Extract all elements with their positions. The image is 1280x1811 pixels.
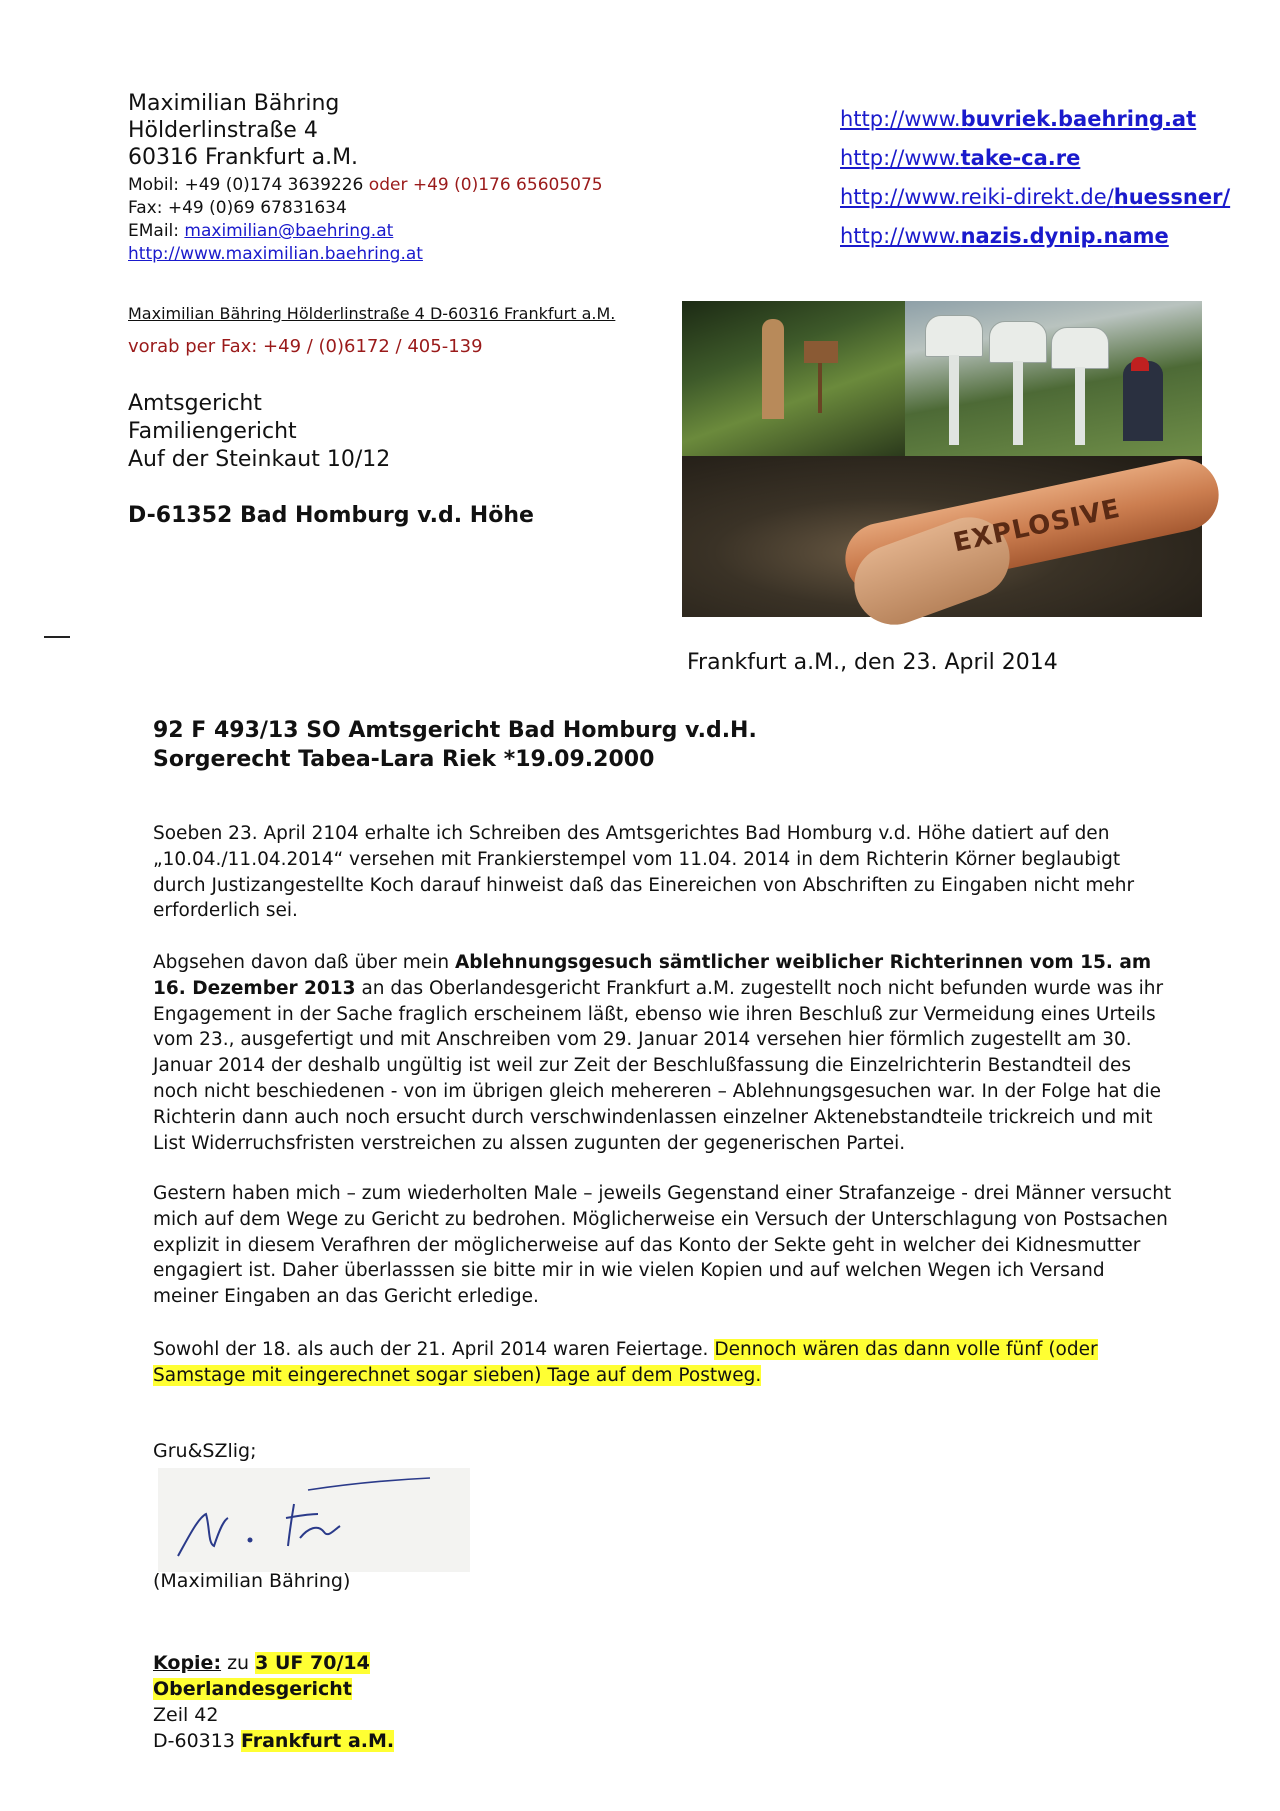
copy-court: Oberlandesgericht: [153, 1678, 352, 1700]
oder-word: oder: [368, 175, 408, 195]
bold-reference: Ablehnungsgesuch sämtlicher weiblicher Richterinnen vom 15. am 16. Dezember 2013: [153, 952, 1152, 999]
explosive-label: EXPLOSIVE: [950, 493, 1124, 559]
sender-street: Hölderlinstraße 4: [128, 118, 318, 143]
sender-address: [128, 90, 358, 171]
copy-city: Frankfurt a.M.: [240, 1730, 395, 1752]
recipient-address: Amtsgericht Familiengericht Auf der Steinkaut 10/12 D-61352 Bad Homburg v.d. Höhe: [128, 391, 534, 528]
fax-line: Fax: +49 (0)69 67831634: [128, 198, 347, 218]
mobile-line: Mobil: +49 (0)174 3639226 oder +49 (0)176 65605075: [128, 175, 603, 195]
copy-label: Kopie:: [153, 1652, 222, 1674]
photo-collage: [682, 301, 1202, 617]
website-link[interactable]: http://www.maximilian.baehring.at: [128, 244, 423, 264]
highlighted-text: Dennoch wären das dann volle fünf (oder Samstage mit eingerechnet sogar sieben) Tage auf dem Postweg.: [153, 1339, 1098, 1386]
sender-contact: [128, 174, 603, 266]
fold-mark: [44, 636, 70, 638]
website-links: [840, 100, 1230, 256]
photo-explosive-stick: [682, 456, 1202, 617]
link-buvriek[interactable]: http://www.buvriek.baehring.at: [840, 107, 1197, 131]
recipient-city: D-61352 Bad Homburg v.d. Höhe: [128, 503, 534, 528]
link-reiki[interactable]: http://www.reiki-direkt.de/huessner/: [840, 185, 1231, 209]
sender-city: 60316 Frankfurt a.M.: [128, 145, 359, 170]
copy-recipient: Kopie: zu 3 UF 70/14 Oberlandesgericht Zeil 42 D-60313 Frankfurt a.M.: [153, 1652, 395, 1752]
paragraph-1: Soeben 23. April 2104 erhalte ich Schreiben des Amtsgerichtes Bad Homburg v.d. Höhe datiert auf den „10.04./11.04.2014“ versehen mit Frankierstempel vom 11.04. 2014 in dem Richterin Körner beglaubigt durch Justizangestellte Koch darauf hinweist daß das Einereichen von Abschriften zu Eingaben nicht mehr erforderlich sei.: [153, 823, 1135, 922]
email-link[interactable]: maximilian@baehring.at: [184, 221, 394, 241]
letter-date: Frankfurt a.M., den 23. April 2014: [687, 650, 1058, 675]
paragraph-2: Abgsehen davon daß über mein Ablehnungsgesuch sämtlicher weiblicher Richterinnen vom 15. am 16. Dezember 2013 an das Oberlandesgericht Frankfurt a.M. zugestellt noch nicht befunden wurde was ihr Engagement in der Sache fraglich erscheinem läßt, ebenso wie ihren Beschluß zur Vermeidung eines Urteils vom 23., ausgefertigt und mit Anschreiben vom 29. Januar 2014 versehen hier förmlich zugestellt am 30. Januar 2014 der deshalb ungültig ist weil zur Zeit der Beschlußfassung die Einzelrichterin Bestandteil des noch nicht beschiedenen - von im übrigen gleich mehereren – Ablehnungsgesuchen war. In der Folge hat die Richterin dann auch noch ersucht durch verschwindenlassen einzelner Aktenebstandteile trickreich und mit List Widerruchsfristen verstreichen zu alssen zugunten der gegenerischen Partei.: [153, 952, 1164, 1154]
email-line: EMail: maximilian@baehring.at: [128, 221, 394, 241]
return-address-line: Maximilian Bähring Hölderlinstraße 4 D-60316 Frankfurt a.M.: [128, 304, 616, 323]
photo-mailboxes: [905, 301, 1202, 456]
paragraph-4: Sowohl der 18. als auch der 21. April 2014 waren Feiertage. Dennoch wären das dann volle fünf (oder Samstage mit eingerechnet sogar sieben) Tage auf dem Postweg.: [153, 1339, 1098, 1386]
link-nazis[interactable]: http://www.nazis.dynip.name: [840, 224, 1169, 248]
sender-name: Maximilian Bähring: [128, 91, 340, 116]
subject-line: 92 F 493/13 SO Amtsgericht Bad Homburg v.d.H. Sorgerecht Tabea-Lara Riek *19.09.2000: [153, 718, 757, 772]
photo-garden-scene: [682, 301, 905, 456]
fax-note: vorab per Fax: +49 / (0)6172 / 405-139: [128, 336, 483, 357]
link-take-care[interactable]: http://www.take-ca.re: [840, 146, 1081, 170]
copy-street: Zeil 42: [153, 1704, 219, 1726]
paragraph-3: Gestern haben mich – zum wiederholten Male – jeweils Gegenstand einer Strafanzeige - drei Männer versucht mich auf dem Wege zu Gericht zu bedrohen. Möglicherweise ein Versuch der Unterschlagung von Postsachen explizit in diesem Verafhren der möglicherweise auf das Konto der Sekte geht in welcher dei Kidnesmutter engagiert ist. Daher überlasssen sie bitte mir in wie vielen Kopien und auf welchen Wegen ich Versand meiner Eingaben an das Gericht erledige.: [153, 1183, 1172, 1308]
copy-reference: 3 UF 70/14: [255, 1652, 370, 1674]
signature-name: (Maximilian Bähring): [153, 1570, 351, 1592]
handwritten-signature: [158, 1468, 470, 1572]
greeting: Gru&SZlig;: [153, 1440, 257, 1462]
